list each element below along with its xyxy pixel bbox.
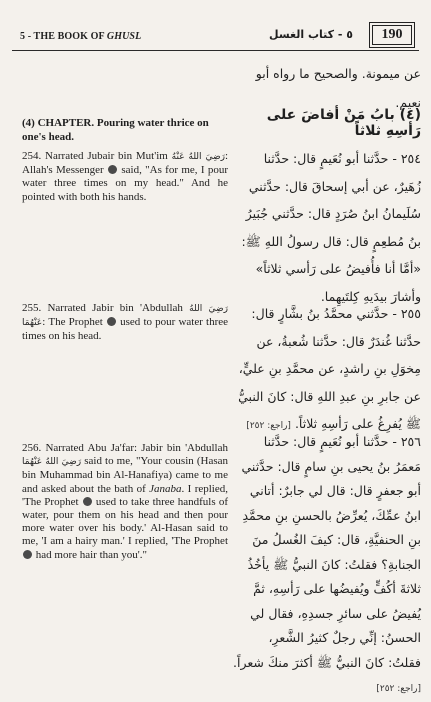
chapter-heading-english: (4) CHAPTER. Pouring water thrice on one's head. — [22, 117, 209, 143]
hadith-arabic-text: ٢٥٥ - حدَّثني محمَّدُ بنُ بشَّارٍ قال: حدَّثنا غُندَرٌ قال: حدَّثنا شُعبةُ، عن مِخوَلِ بنِ راشدٍ، عن محمَّدِ بنِ عليٍّ، عن جابرِ بنِ عبدِ اللهِ قال: كانَ النبيُّ ﷺ يُفرِغُ على رَأسِهِ ثلاثاً. — [238, 306, 421, 431]
running-head-prefix: 5 - THE BOOK OF — [20, 31, 107, 42]
hadith-text: 256. Narrated Abu Ja'far: Jabir bin 'Abdullah — [22, 442, 228, 454]
hadith-256-english — [22, 442, 228, 562]
hadith-text: used to take three handfuls of water, pour them on his head and then pour more water over his body.' Al-Hasan said to me, 'I am a hairy man.' I replied, 'The Prophet — [22, 495, 228, 548]
hadith-text: said to me, "Your cousin (Hasan bin Muhammad bin Al-Hanafiya) came to me and asked about the bath of — [22, 455, 228, 495]
honorific-arabic: رَضِيَ اللهُ عَنْهُمَا — [22, 304, 228, 329]
hadith-text: : The Prophet — [42, 316, 103, 329]
hadith-255-english — [22, 302, 228, 344]
cross-reference: [راجع: ٢٥٢] — [246, 421, 291, 431]
running-head-english — [20, 31, 141, 42]
arabic-continuation: عن ميمونة. والصحيح ما رواه أبو نعيم. — [255, 66, 421, 110]
hadith-256-arabic — [233, 430, 421, 702]
term-italic: Janaba — [149, 482, 182, 495]
hadith-text: . I replied, 'The Prophet — [22, 482, 228, 508]
salutation-icon — [23, 550, 32, 559]
page-header — [12, 20, 419, 51]
page-number: 190 — [369, 22, 415, 48]
running-head-italic: GHUSL — [106, 31, 142, 42]
hadith-text: 255. Narrated Jabir bin 'Abdullah — [22, 302, 183, 314]
hadith-arabic-text: ٢٥٦ - حدَّثنا أبو نُعَيمٍ قال: حدَّثنا مَعمَرُ بنُ يحيى بنِ سامٍ قال: حدَّثني أبو جعفرٍ قال: قال لي جابرٌ: أتاني ابنُ عمِّكَ، يُعرِّضُ بالحسنِ بنِ محمَّدِ بنِ الحنفيَّةِ، قال: كيفَ الغُسلُ منَ الجنابةِ؟ فقلتُ: كانَ النبيُّ ﷺ يأخُذُ ثلاثةَ أكُفٍّ ويُفيضُها على رَأسِهِ، ثمَّ يُفيضُ على سائرِ جسدِهِ، فقال لي الحسنُ: إنِّي رجلٌ كثيرُ الشَّعرِ، فقلتُ: كانَ النبيُّ ﷺ أكثرَ منكَ شعراً. — [233, 434, 421, 670]
salutation-icon — [108, 165, 117, 174]
honorific-arabic: رَضِيَ اللهُ عَنْهُمَا — [22, 457, 82, 468]
cross-reference: [راجع: ٢٥٢] — [376, 684, 421, 694]
hadith-text: 254. Narrated Jubair bin Mut'im — [22, 150, 168, 162]
hadith-text: said, "As for me, I pour water three times on my head." And he pointed with both his hands. — [22, 164, 228, 203]
hadith-text: : Allah's Messenger — [22, 150, 229, 177]
hadith-255-arabic — [233, 300, 421, 441]
hadith-text: had more hair than you'." — [35, 548, 147, 561]
salutation-icon — [107, 317, 116, 326]
hadith-254-english — [22, 150, 228, 204]
salutation-icon — [83, 497, 92, 506]
honorific-arabic: رَضِيَ اللهُ عَنْهُ — [171, 152, 225, 162]
chapter-heading-arabic: (٤) بابُ مَنْ أفاضَ على رَأسِهِ ثلاثاً — [266, 107, 421, 139]
hadith-254-arabic: ٢٥٤ - حدَّثنا أبو نُعَيمٍ قال: حدَّثنا زُهَيرٌ، عن أبي إسحاقَ قال: حدَّثني سُلَيمانُ ابنُ صُرَدٍ قال: حدَّثني جُبَيرُ بنُ مُطعِمٍ قال: قال رسولُ اللهِ ﷺ: «أمَّا أنا فأُفيضُ على رَأسي ثلاثاً» وأشارَ بيدَيهِ كِلتَيهِما. — [241, 151, 421, 304]
running-head-arabic: ٥ - كتاب الغسل — [269, 28, 353, 41]
hadith-text: used to pour water three times on his head. — [22, 316, 228, 343]
